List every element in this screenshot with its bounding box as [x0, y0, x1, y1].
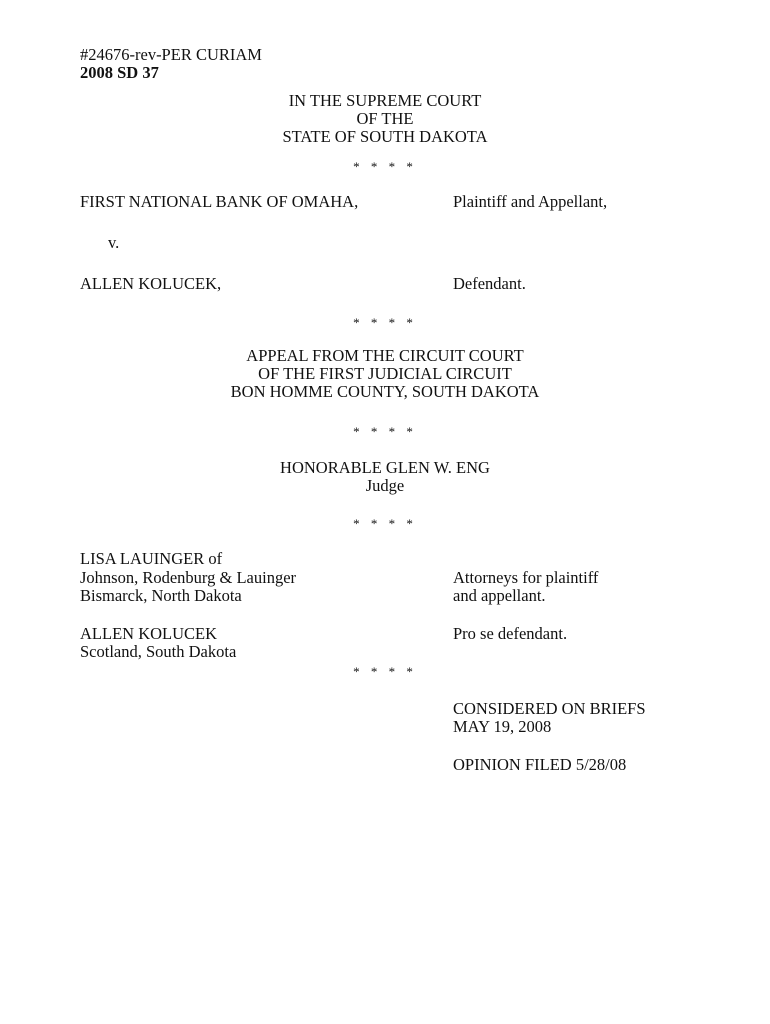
plaintiff-counsel-3: Bismarck, North Dakota	[80, 586, 242, 605]
separator: * * * *	[353, 516, 417, 531]
separator: * * * *	[353, 159, 417, 174]
separator: * * * *	[353, 664, 417, 679]
considered-line-2: MAY 19, 2008	[453, 717, 552, 736]
versus: v.	[108, 233, 120, 252]
judge-name: HONORABLE GLEN W. ENG	[280, 458, 490, 477]
defendant-name: ALLEN KOLUCEK,	[80, 274, 222, 293]
plaintiff-counsel-role-2: and appellant.	[453, 586, 546, 605]
separator: * * * *	[353, 424, 417, 439]
citation: 2008 SD 37	[80, 63, 159, 82]
court-line-2: OF THE	[356, 109, 414, 128]
plaintiff-counsel-1: LISA LAUINGER of	[80, 549, 223, 568]
defendant-counsel-2: Scotland, South Dakota	[80, 642, 237, 661]
court-line-1: IN THE SUPREME COURT	[288, 91, 482, 110]
separator: * * * *	[353, 315, 417, 330]
plaintiff-counsel-role-1: Attorneys for plaintiff	[453, 568, 599, 587]
appeal-line-1: APPEAL FROM THE CIRCUIT COURT	[246, 346, 524, 365]
plaintiff-name: FIRST NATIONAL BANK OF OMAHA,	[80, 192, 359, 211]
judge-title: Judge	[365, 476, 405, 495]
plaintiff-role: Plaintiff and Appellant,	[453, 192, 608, 211]
appeal-line-3: BON HOMME COUNTY, SOUTH DAKOTA	[230, 382, 540, 401]
docket-number: #24676-rev-PER CURIAM	[80, 45, 262, 64]
defendant-counsel-1: ALLEN KOLUCEK	[80, 624, 218, 643]
plaintiff-counsel-2: Johnson, Rodenburg & Lauinger	[80, 568, 297, 587]
defendant-role: Defendant.	[453, 274, 526, 293]
court-line-3: STATE OF SOUTH DAKOTA	[282, 127, 488, 146]
opinion-filed: OPINION FILED 5/28/08	[453, 755, 627, 774]
appeal-line-2: OF THE FIRST JUDICIAL CIRCUIT	[258, 364, 512, 383]
considered-line-1: CONSIDERED ON BRIEFS	[453, 699, 646, 718]
defendant-counsel-role: Pro se defendant.	[453, 624, 568, 643]
